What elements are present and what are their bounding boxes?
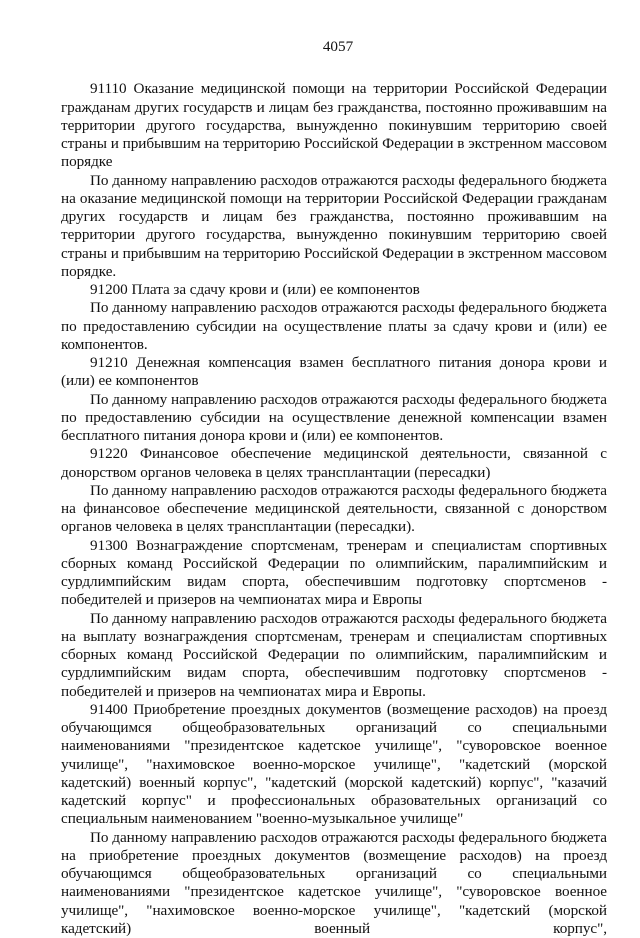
- page-number: 4057: [69, 38, 607, 56]
- section-91110-heading: 91110 Оказание медицинской помощи на территории Российской Федерации гражданам других государств и лицам без гражданства, постоянно проживавшим на территории другого государства, вынужденно покинувшим территорию своей страны и прибывшим на территорию Российской Федерации в экстренном массовом порядке: [61, 80, 607, 171]
- section-91400-description: По данному направлению расходов отражаются расходы федерального бюджета на приобретение проездных документов (возмещение расходов) на проезд обучающимся общеобразовательных организаций со специальными наименованиями "президентское кадетское училище", "суворовское военное училище", "нахимовское военно-морское училище", "кадетский (морской кадетский) военный корпус",: [61, 829, 607, 938]
- section-91210-description: По данному направлению расходов отражаются расходы федерального бюджета по предоставлению субсидии на осуществление денежной компенсации взамен бесплатного питания донора крови и (или) ее компонентов.: [61, 391, 607, 446]
- section-91400-heading: 91400 Приобретение проездных документов (возмещение расходов) на проезд обучающимся общеобразовательных организаций со специальными наименованиями "президентское кадетское училище", "суворовское военное училище", "нахимовское военно-морское училище", "кадетский (морской кадетский) военный корпус", "кадетский (морской кадетский) корпус", "казачий кадетский корпус" и профессиональных образовательных организаций со специальным наименованием "военно-музыкальное училище": [61, 701, 607, 829]
- section-91200-heading: 91200 Плата за сдачу крови и (или) ее компонентов: [61, 281, 607, 299]
- section-91300-description: По данному направлению расходов отражаются расходы федерального бюджета на выплату вознаграждения спортсменам, тренерам и специалистам спортивных сборных команд Российской Федерации по олимпийским, паралимпийским и сурдлимпийским видам спорта, обеспечившим подготовку спортсменов - победителей и призеров на чемпионатах мира и Европы.: [61, 610, 607, 701]
- section-91200-description: По данному направлению расходов отражаются расходы федерального бюджета по предоставлению субсидии на осуществление платы за сдачу крови и (или) ее компонентов.: [61, 299, 607, 354]
- section-91220-heading: 91220 Финансовое обеспечение медицинской деятельности, связанной с донорством органов человека в целях трансплантации (пересадки): [61, 445, 607, 482]
- section-91110-description: По данному направлению расходов отражаются расходы федерального бюджета на оказание медицинской помощи на территории Российской Федерации гражданам других государств и лицам без гражданства, постоянно проживавшим на территории другого государства, вынужденно покинувшим территорию своей страны и прибывшим на территорию Российской Федерации в экстренном массовом порядке.: [61, 172, 607, 282]
- section-91220-description: По данному направлению расходов отражаются расходы федерального бюджета на финансовое обеспечение медицинской деятельности, связанной с донорством органов человека в целях трансплантации (пересадки).: [61, 482, 607, 537]
- section-91210-heading: 91210 Денежная компенсация взамен бесплатного питания донора крови и (или) ее компонентов: [61, 354, 607, 391]
- section-91300-heading: 91300 Вознаграждение спортсменам, тренерам и специалистам спортивных сборных команд Российской Федерации по олимпийским, паралимпийским и сурдлимпийским видам спорта, обеспечившим подготовку спортсменов - победителей и призеров на чемпионатах мира и Европы: [61, 537, 607, 610]
